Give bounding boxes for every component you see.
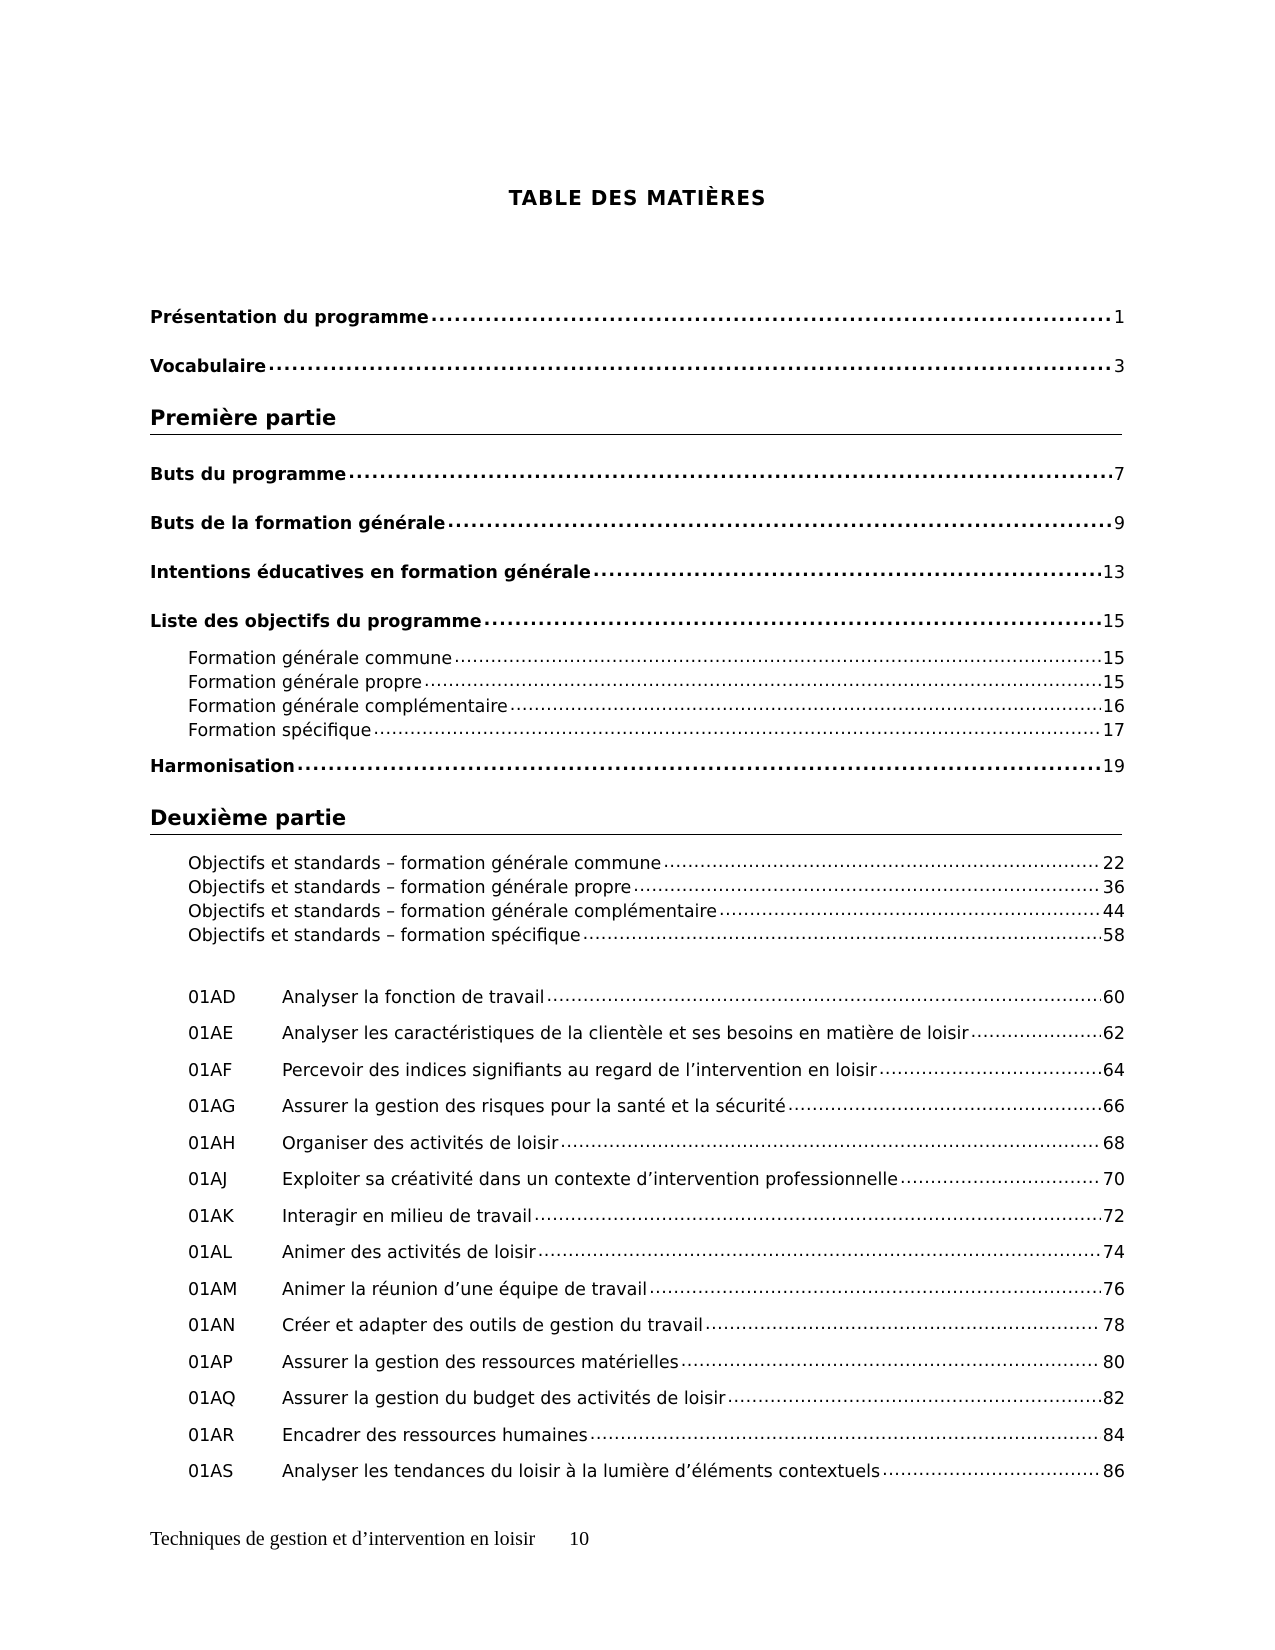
- competency-label: Percevoir des indices signifiants au regard de l’intervention en loisir: [282, 1060, 877, 1081]
- competency-page: 66: [1102, 1096, 1125, 1117]
- toc-entry-page: 1: [1113, 307, 1125, 328]
- competency-page: 78: [1102, 1315, 1125, 1336]
- competency-row[interactable]: [188, 1021, 1125, 1044]
- competency-row[interactable]: [188, 1459, 1125, 1482]
- dot-leader: [484, 609, 1101, 627]
- competency-label: Analyser la fonction de travail: [282, 987, 545, 1008]
- competency-row[interactable]: [188, 1204, 1125, 1227]
- toc-entry-page: 15: [1102, 672, 1125, 693]
- dot-leader: [454, 646, 1101, 664]
- toc-entry-label: Objectifs et standards – formation générale complémentaire: [188, 901, 717, 922]
- toc-entry-page: 15: [1102, 611, 1125, 632]
- toc-entry-page: 13: [1102, 562, 1125, 583]
- toc-entry-page: 17: [1102, 720, 1125, 741]
- toc-subentry-os-fg-complementaire[interactable]: [188, 899, 1125, 922]
- competency-code: 01AQ: [188, 1388, 236, 1409]
- competency-label: Assurer la gestion du budget des activités de loisir: [282, 1388, 726, 1409]
- dot-leader: [882, 1459, 1101, 1477]
- dot-leader: [431, 305, 1112, 323]
- toc-entry-page: 58: [1102, 925, 1125, 946]
- toc-entry-liste-objectifs[interactable]: [150, 609, 1125, 632]
- toc-entry-label: Harmonisation: [150, 756, 295, 777]
- section-heading-part1: Première partie: [150, 406, 1122, 435]
- dot-leader: [546, 985, 1100, 1003]
- competency-page: 60: [1102, 987, 1125, 1008]
- dot-leader: [583, 923, 1101, 941]
- competency-label: Exploiter sa créativité dans un contexte d’intervention professionnelle: [282, 1169, 898, 1190]
- dot-leader: [534, 1204, 1101, 1222]
- dot-leader: [663, 851, 1100, 869]
- competency-label: Créer et adapter des outils de gestion du travail: [282, 1315, 704, 1336]
- dot-leader: [348, 462, 1112, 480]
- footer-page-number: 10: [569, 1528, 590, 1550]
- competency-code: 01AG: [188, 1096, 236, 1117]
- dot-leader: [727, 1386, 1100, 1404]
- competency-code: 01AJ: [188, 1169, 228, 1190]
- competency-row[interactable]: [188, 1423, 1125, 1446]
- competency-label: Interagir en milieu de travail: [282, 1206, 533, 1227]
- competency-code: 01AS: [188, 1461, 234, 1482]
- toc-entry-buts-formation-generale[interactable]: [150, 511, 1125, 534]
- competency-row[interactable]: [188, 1094, 1125, 1117]
- toc-subentry-os-f-specifique[interactable]: [188, 923, 1125, 946]
- competency-page: 62: [1102, 1023, 1125, 1044]
- dot-leader: [788, 1094, 1101, 1112]
- competency-code: 01AM: [188, 1279, 238, 1300]
- competency-page: 64: [1102, 1060, 1125, 1081]
- toc-entry-harmonisation[interactable]: [150, 754, 1125, 777]
- toc-entry-label: Formation générale commune: [188, 648, 453, 669]
- dot-leader: [649, 1277, 1101, 1295]
- competency-row[interactable]: [188, 1167, 1125, 1190]
- competency-code: 01AR: [188, 1425, 235, 1446]
- competency-page: 86: [1102, 1461, 1125, 1482]
- toc-entry-page: 9: [1113, 513, 1125, 534]
- dot-leader: [633, 875, 1100, 893]
- dot-leader: [538, 1240, 1101, 1258]
- competency-page: 70: [1102, 1169, 1125, 1190]
- toc-entry-page: 19: [1102, 756, 1125, 777]
- competency-page: 68: [1102, 1133, 1125, 1154]
- toc-entry-label: Objectifs et standards – formation générale propre: [188, 877, 632, 898]
- toc-entry-label: Objectifs et standards – formation générale commune: [188, 853, 662, 874]
- toc-entry-intentions-educatives[interactable]: [150, 560, 1125, 583]
- toc-entry-label: Vocabulaire: [150, 356, 267, 377]
- competency-code: 01AN: [188, 1315, 236, 1336]
- dot-leader: [593, 560, 1101, 578]
- competency-label: Assurer la gestion des risques pour la santé et la sécurité: [282, 1096, 786, 1117]
- toc-subentry-fg-commune[interactable]: [188, 646, 1125, 669]
- competency-row[interactable]: [188, 1277, 1125, 1300]
- competency-row[interactable]: [188, 985, 1125, 1008]
- toc-entry-page: 7: [1113, 464, 1125, 485]
- dot-leader: [268, 354, 1112, 372]
- competency-label: Assurer la gestion des ressources matérielles: [282, 1352, 679, 1373]
- dot-leader: [590, 1423, 1101, 1441]
- page-footer: [150, 1528, 589, 1551]
- competency-row[interactable]: [188, 1058, 1125, 1081]
- page-title: TABLE DES MATIÈRES: [508, 186, 767, 210]
- toc-entry-vocabulaire[interactable]: [150, 354, 1125, 377]
- dot-leader: [424, 670, 1101, 688]
- toc-entry-page: 44: [1102, 901, 1125, 922]
- competency-row[interactable]: [188, 1240, 1125, 1263]
- competency-page: 76: [1102, 1279, 1125, 1300]
- competency-row[interactable]: [188, 1350, 1125, 1373]
- competency-code: 01AK: [188, 1206, 234, 1227]
- toc-subentry-os-fg-propre[interactable]: [188, 875, 1125, 898]
- toc-entry-page: 22: [1102, 853, 1125, 874]
- toc-entry-label: Présentation du programme: [150, 307, 429, 328]
- dot-leader: [560, 1131, 1100, 1149]
- dot-leader: [681, 1350, 1101, 1368]
- competency-label: Organiser des activités de loisir: [282, 1133, 559, 1154]
- toc-entry-page: 16: [1102, 696, 1125, 717]
- dot-leader: [705, 1313, 1101, 1331]
- competency-code: 01AL: [188, 1242, 232, 1263]
- competency-code: 01AF: [188, 1060, 233, 1081]
- toc-entry-label: Formation générale propre: [188, 672, 423, 693]
- section-heading-part2: Deuxième partie: [150, 806, 1122, 835]
- toc-subentry-fg-propre[interactable]: [188, 670, 1125, 693]
- toc-entry-presentation[interactable]: [150, 305, 1125, 328]
- dot-leader: [900, 1167, 1101, 1185]
- competency-row[interactable]: [188, 1131, 1125, 1154]
- competency-label: Animer des activités de loisir: [282, 1242, 536, 1263]
- footer-title: Techniques de gestion et d’intervention en loisir: [150, 1528, 536, 1550]
- toc-entry-page: 36: [1102, 877, 1125, 898]
- toc-entry-page: 15: [1102, 648, 1125, 669]
- competency-code: 01AD: [188, 987, 236, 1008]
- competency-code: 01AE: [188, 1023, 234, 1044]
- competency-page: 84: [1102, 1425, 1125, 1446]
- dot-leader: [447, 511, 1112, 529]
- toc-entry-label: Buts de la formation générale: [150, 513, 446, 534]
- toc-subentry-fg-complementaire[interactable]: [188, 694, 1125, 717]
- competency-page: 82: [1102, 1388, 1125, 1409]
- dot-leader: [879, 1058, 1101, 1076]
- competency-row[interactable]: [188, 1313, 1125, 1336]
- toc-subentry-os-fg-commune[interactable]: [188, 851, 1125, 874]
- toc-entry-label: Buts du programme: [150, 464, 347, 485]
- toc-entry-label: Objectifs et standards – formation spécifique: [188, 925, 581, 946]
- dot-leader: [719, 899, 1101, 917]
- toc-entry-label: Liste des objectifs du programme: [150, 611, 482, 632]
- competency-page: 72: [1102, 1206, 1125, 1227]
- competency-page: 74: [1102, 1242, 1125, 1263]
- competency-code: 01AH: [188, 1133, 236, 1154]
- competency-code: 01AP: [188, 1352, 233, 1373]
- toc-entry-page: 3: [1113, 356, 1125, 377]
- competency-label: Encadrer des ressources humaines: [282, 1425, 588, 1446]
- dot-leader: [297, 754, 1101, 772]
- dot-leader: [510, 694, 1101, 712]
- competency-label: Analyser les caractéristiques de la clientèle et ses besoins en matière de loisir: [282, 1023, 969, 1044]
- competency-page: 80: [1102, 1352, 1125, 1373]
- dot-leader: [373, 718, 1100, 736]
- competency-label: Analyser les tendances du loisir à la lumière d’éléments contextuels: [282, 1461, 881, 1482]
- toc-entry-label: Formation spécifique: [188, 720, 372, 741]
- toc-entry-label: Intentions éducatives en formation générale: [150, 562, 591, 583]
- toc-entry-buts-programme[interactable]: [150, 462, 1125, 485]
- toc-entry-label: Formation générale complémentaire: [188, 696, 508, 717]
- dot-leader: [971, 1021, 1101, 1039]
- competency-label: Animer la réunion d’une équipe de travail: [282, 1279, 648, 1300]
- competency-row[interactable]: [188, 1386, 1125, 1409]
- toc-subentry-f-specifique[interactable]: [188, 718, 1125, 741]
